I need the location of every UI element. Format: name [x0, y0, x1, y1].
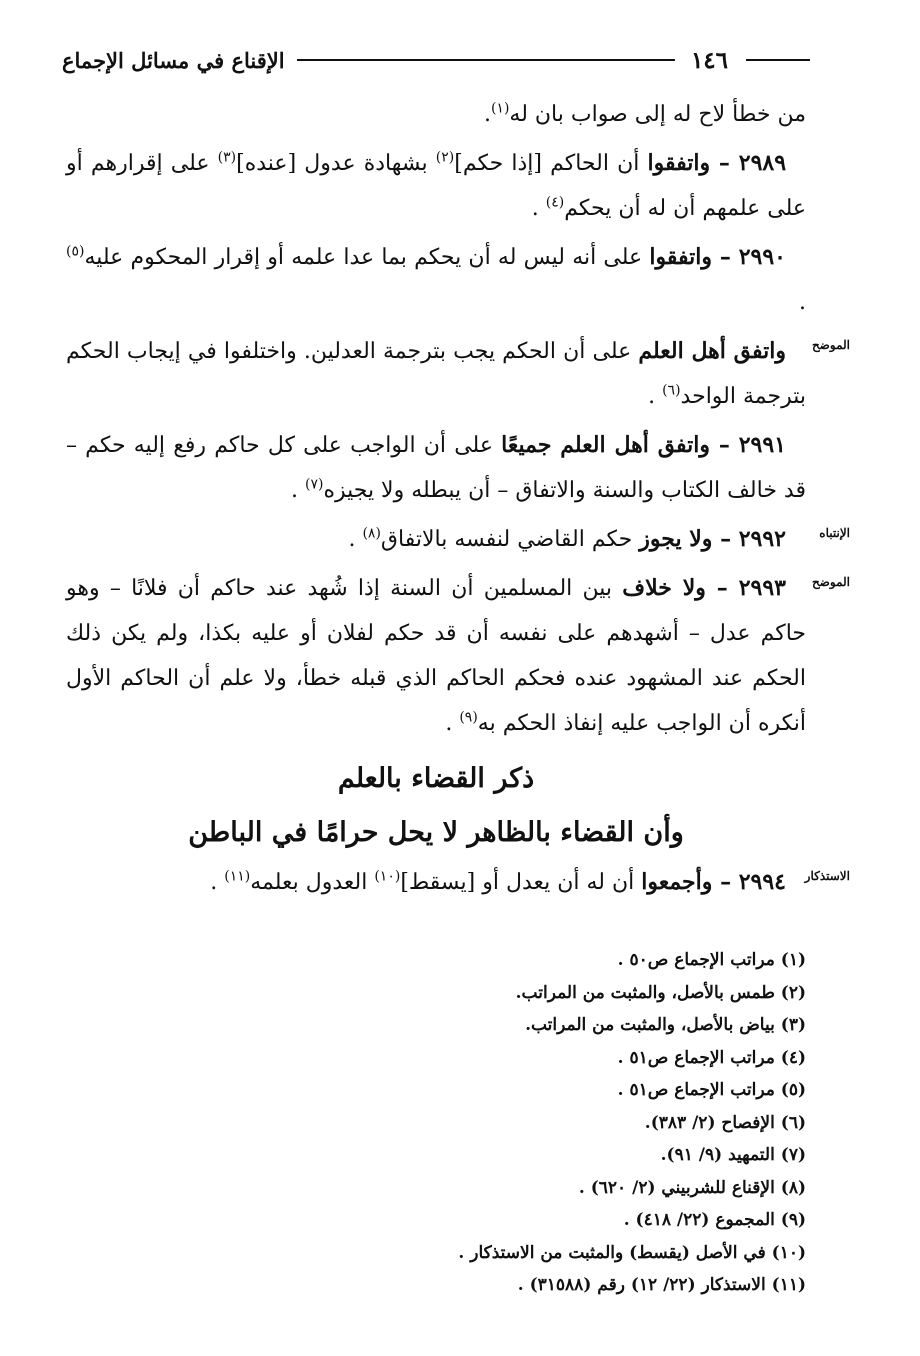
footnote-item: (٧) التمهيد (٩/ ٩١).	[660, 1145, 806, 1165]
footnote-item: (١) مراتب الإجماع ص٥٠ .	[617, 950, 806, 970]
margin-source-label: الموضح	[811, 338, 850, 352]
footnote-ref[interactable]: (٦)	[662, 382, 681, 399]
footnote-item: (٤) مراتب الإجماع ص٥١ .	[617, 1047, 806, 1068]
footnote-item: (٨) الإقناع للشربيني (٢/ ٦٢٠) .	[578, 1177, 806, 1198]
item-number: ٢٩٩١ –	[710, 432, 786, 458]
lead-phrase: وأجمعوا	[641, 869, 713, 895]
lead-phrase: ولا خلاف	[622, 575, 706, 601]
footnote-ref[interactable]: (٧)	[304, 476, 324, 493]
item-number: ٢٩٨٩ –	[710, 150, 787, 176]
footnote-ref[interactable]: (٥)	[66, 243, 85, 260]
lead-phrase: واتفق أهل العلم	[638, 338, 786, 364]
paragraph-2994: الاستذكار ٢٩٩٤ – وأجمعوا أن له أن يعدل أو [يسقط]$^{(١٠)}$ العدول بعلمه$^{(١١)}$ .	[66, 860, 806, 905]
item-number: ٢٩٩٤ –	[712, 869, 786, 895]
footnote-ref[interactable]: (٢)	[435, 149, 455, 166]
footnote-item: (١٠) في الأصل (يقسط) والمثبت من الاستذكار .	[458, 1242, 806, 1263]
footnote-item: (٢) طمس بالأصل، والمثبت من المراتب.	[515, 982, 806, 1003]
page-number: ١٤٦	[690, 46, 728, 74]
section-heading: ذكر القضاء بالعلم	[337, 763, 535, 794]
item-number: ٢٩٩٢ –	[712, 526, 786, 552]
lead-phrase: ولا يجوز	[639, 526, 713, 552]
lead-phrase: واتفق أهل العلم جميعًا	[501, 432, 711, 458]
margin-source-label: الاستذكار	[804, 869, 850, 883]
footnote-item: (٣) بياض بالأصل، والمثبت من المراتب.	[525, 1015, 806, 1035]
footnote-ref[interactable]: (٨)	[362, 525, 381, 542]
footnote-ref[interactable]: (٩)	[459, 709, 478, 726]
lead-phrase: واتفقوا	[649, 244, 712, 270]
main-text	[66, 92, 850, 909]
header-rule	[297, 59, 675, 61]
paragraph-continuation: من خطأ لاح له إلى صواب بان له$^{(١)}$.	[483, 100, 806, 127]
header-rule-right	[746, 59, 810, 61]
footnote-item: (٥) مراتب الإجماع ص٥١ .	[617, 1080, 806, 1100]
paragraph-2989: ٢٩٨٩ – واتفقوا أن الحاكم [إذا حكم]$^{(٢)}$ بشهادة عدول [عنده]$^{(٣)}$ على إقرارهم أو على علمهم أن له أن يحكم$^{(٤)}$ .	[66, 149, 806, 221]
item-number: ٢٩٩٠ –	[711, 244, 786, 270]
footnotes	[100, 944, 806, 1302]
margin-source-label: الموضح	[811, 575, 850, 589]
footnote-item: (٦) الإفصاح (٢/ ٣٨٣).	[644, 1112, 806, 1133]
book-title: الإقناع في مسائل الإجماع	[62, 47, 285, 73]
footnote-ref[interactable]: (٤)	[545, 194, 565, 211]
paragraph-2990: ٢٩٩٠ – واتفقوا على أنه ليس له أن يحكم بما عدا علمه أو إقرار المحكوم عليه$^{(٥)}$ .	[66, 243, 806, 315]
footnote-ref[interactable]: (١٠)	[374, 868, 401, 885]
margin-source-label: الإنتباه	[819, 526, 850, 540]
paragraph-2992: الإنتباه ٢٩٩٢ – ولا يجوز حكم القاضي لنفسه بالاتفاق$^{(٨)}$ .	[66, 517, 806, 562]
paragraph-translation: الموضح واتفق أهل العلم على أن الحكم يجب بترجمة العدلين. واختلفوا في إيجاب الحكم بترجمة الواحد$^{(٦)}$ .	[66, 329, 806, 419]
footnote-ref[interactable]: (٣)	[217, 149, 237, 166]
footnote-item: (١١) الاستذكار (٢٢/ ١٢) رقم (٣١٥٨٨) .	[517, 1275, 806, 1295]
item-number: ٢٩٩٣ –	[705, 575, 786, 601]
running-header	[62, 42, 810, 78]
section-subheading: وأن القضاء بالظاهر لا يحل حرامًا في الباطن	[188, 817, 684, 848]
lead-phrase: واتفقوا	[647, 150, 711, 176]
footnote-item: (٩) المجموع (٢٢/ ٤١٨) .	[623, 1210, 806, 1230]
footnote-ref[interactable]: (١)	[490, 100, 510, 117]
footnote-ref[interactable]: (١١)	[224, 868, 251, 885]
paragraph-2993: الموضح ٢٩٩٣ – ولا خلاف بين المسلمين أن السنة إذا شُهد عند حاكم أن فلانًا – وهو حاكم عدل – أشهدهم على نفسه أن قد حكم لفلان أو عليه بكذا، ولم يكن ذلك الحكم عند المشهود عنده فحكم الحاكم الذي قبله خطأ، ولا علم أن الحاكم الأول أنكره أن الواجب عليه إنفاذ الحكم به$^{(٩)}$ .	[66, 566, 806, 746]
paragraph-2991: ٢٩٩١ – واتفق أهل العلم جميعًا على أن الواجب على كل حاكم رفع إليه حكم – قد خالف الكتاب والسنة والاتفاق – أن يبطله ولا يجيزه$^{(٧)}$ .	[66, 432, 806, 503]
